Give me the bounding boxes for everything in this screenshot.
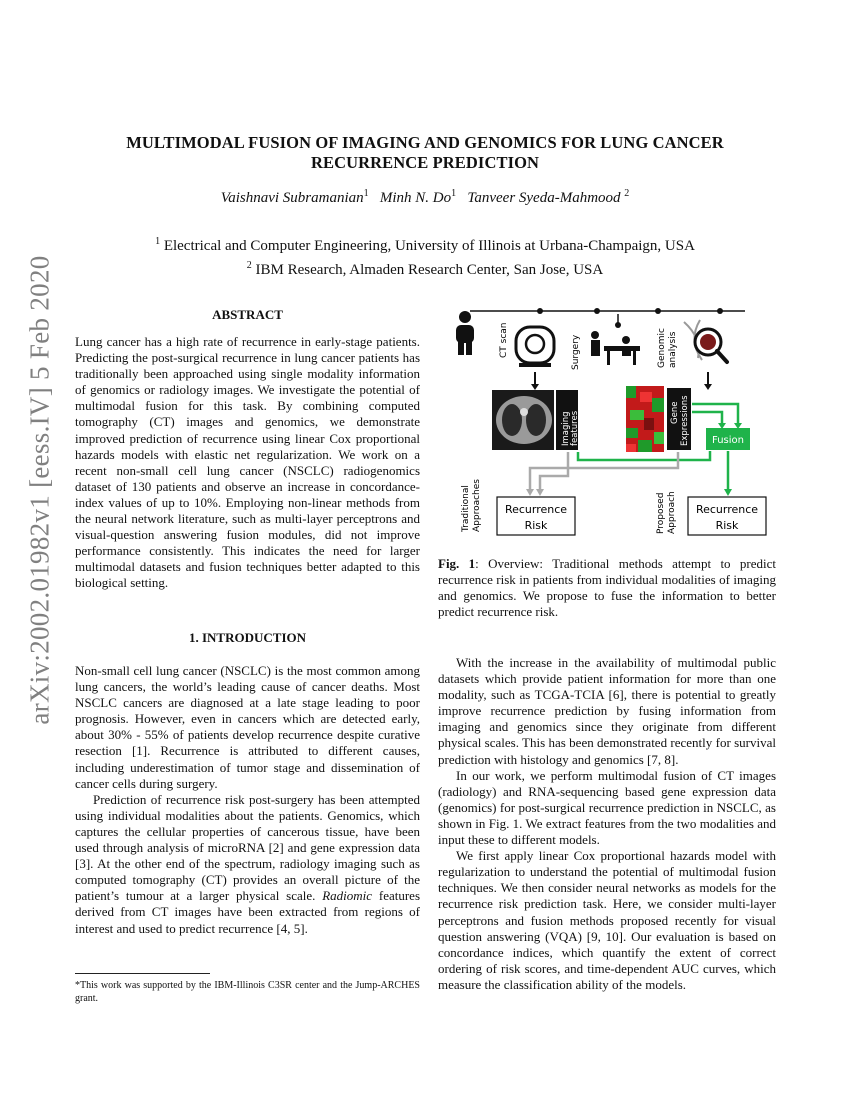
fusion-label: Fusion	[712, 435, 744, 446]
author-name: Minh N. Do	[379, 190, 452, 206]
title-line-2: RECURRENCE PREDICTION	[310, 153, 540, 172]
intro-paragraph-1: Non-small cell lung cancer (NSCLC) is the most common among lung cancers, the world’s leading cause of cancer deaths. Most NSCLC cancers are diagnosed at a late stage leading to poor prognosis. However, even in cancers which are detected early, about 30% - 55% of patients develop recurrence despite curative resection [1]. Recurrence is attributed to different causes, including underestimation of tumor stage and dissemination of cancer cells during surgery.	[75, 663, 420, 791]
author-name: Vaishnavi Subramanian	[220, 190, 364, 206]
recurrence-label: Recurrence	[504, 503, 568, 516]
paper-title	[75, 133, 775, 173]
affil-text: Electrical and Computer Engineering, University of Illinois at Urbana-Champaign, USA	[163, 238, 695, 254]
intro-paragraph-2: Prediction of recurrence risk post-surgery has been attempted using individual modalities about the patients. Genomics, which captures the cellular properties of cancerous tissue, have been used through analysis of microRNA [2] and gene expression data [3]. At the other end of the spectrum, radiology imaging such as computed tomography (CT) provides an overall picture of the patient’s tumour at a larger physical scale. Radiomic features derived from CT images have been extracted from regions of interest and used to predict recurrence [4, 5].	[75, 791, 421, 936]
proposed-label-1: Proposed	[656, 492, 666, 534]
author-affil-mark: 1	[363, 188, 369, 199]
arxiv-id: arXiv:2002.01982v1 [eess.IV] 5 Feb 2020	[24, 255, 55, 725]
traditional-label-2: Approaches	[472, 479, 482, 532]
footnote-rule	[75, 973, 210, 974]
traditional-label-1: Traditional	[461, 485, 471, 532]
affiliation-line	[75, 256, 775, 280]
risk-label: Risk	[524, 519, 548, 532]
imaging-label-2: features	[570, 410, 580, 446]
abstract-body	[75, 334, 420, 592]
genomic-label-1: Genomic	[657, 328, 667, 368]
intro-left-column	[75, 663, 420, 937]
genomic-label-2: analysis	[668, 331, 678, 368]
affil-text: IBM Research, Almaden Research Center, San Jose, USA	[255, 262, 604, 278]
intro-paragraph-4: In our work, we perform multimodal fusion of CT images (radiology) and RNA-sequencing based gene expression data (genomics) for post-surgical recurrence prediction in NSCLC, as shown in Fig. 1. We extract features from the two modalities and input these to different models.	[438, 767, 776, 848]
intro-paragraph-3: With the increase in the availability of multimodal public datasets which provide patient information for more than one modality, such as TCGA-TCIA [6], there is potential to greatly improve recurrence prediction by fusing information from imaging and genomics since they originate from different physical scales. This has been demonstrated recently for survival prediction with histology and genomics [7, 8].	[438, 655, 776, 767]
lung-ct-image	[492, 390, 554, 450]
affiliations	[75, 232, 775, 280]
dna-magnifier-icon	[684, 320, 727, 362]
proposed-label-2: Approach	[667, 491, 677, 534]
timeline-dot	[717, 308, 723, 314]
author-list	[75, 188, 775, 207]
gene-heatmap	[626, 386, 664, 452]
ct-scan-label: CT scan	[499, 322, 509, 358]
recurrence-label: Recurrence	[695, 503, 759, 516]
person-icon	[456, 311, 474, 355]
introduction-heading: 1. INTRODUCTION	[188, 630, 306, 645]
arxiv-side-stamp	[18, 255, 62, 725]
gene-label-2: Expressions	[680, 395, 690, 446]
timeline-dot	[594, 308, 600, 314]
ct-scanner-icon	[516, 327, 554, 367]
affil-mark: 2	[246, 260, 252, 271]
affil-mark: 1	[155, 236, 161, 247]
imaging-label-1: Imaging	[561, 411, 571, 446]
timeline-dot	[655, 308, 661, 314]
author-affil-mark: 2	[624, 188, 630, 199]
footnote: *This work was supported by the IBM-Illinois C3SR center and the Jump-ARCHES grant.	[75, 980, 420, 1004]
surgery-icon	[591, 314, 640, 365]
author-affil-mark: 1	[451, 188, 457, 199]
abstract-heading: ABSTRACT	[212, 307, 283, 322]
intro-right-column	[438, 655, 776, 993]
abstract-text: Lung cancer has a high rate of recurrence in early-stage patients. Predicting the post-surgical recurrence in lung cancer patients has traditionally been approached using single modality information of genomics or radiology images. We investigate the potential of multimodal fusion for this task. By combining computed tomography (CT) images and genomics, we demonstrate improved prediction of recurrence using linear Cox proportional hazards models with elastic net regularization. We work on a recent non-small cell lung cancer (NSCLC) radiogenomics dataset of 130 patients and observe an increase in concordance-index values of up to 10%. Employing non-linear methods from the neural network literature, such as multi-layer perceptrons and visual-question answering fusion modules, did not improve performance consistently. This indicates the need for larger multimodal datasets and fusion techniques better adapted to this biological setting.	[75, 334, 420, 591]
timeline-dot	[537, 308, 543, 314]
author-name: Tanveer Syeda-Mahmood	[467, 190, 621, 206]
caption-text: : Overview: Traditional methods attempt to predict recurrence risk in patients from individual modalities of imaging and genomics. We propose to fuse the information to better predict recurrence risk.	[438, 556, 776, 620]
intro-paragraph-5: We first apply linear Cox proportional hazards model with regularization to understand the potential of multimodal fusion techniques. We then consider neural networks as models for the recurrence risk prediction task. Here, we consider multi-layer perceptrons and fusion methods proposed recently for visual question answering (VQA) [9, 10]. Our evaluation is based on concordance indices, which quantify the extent of correct ordering of risk scores, and time-dependent AUC curves, which measure the classification ability of the models.	[438, 848, 776, 992]
figure-1-caption	[438, 556, 776, 620]
gene-label-1: Gene	[670, 401, 680, 424]
affiliation-line	[75, 232, 775, 256]
figure-1-overview	[440, 300, 780, 540]
caption-label: Fig. 1	[438, 556, 476, 571]
title-line-1: MULTIMODAL FUSION OF IMAGING AND GENOMICS FOR LUNG CANCER	[126, 133, 724, 152]
risk-label: Risk	[715, 519, 739, 532]
surgery-label: Surgery	[571, 334, 581, 370]
